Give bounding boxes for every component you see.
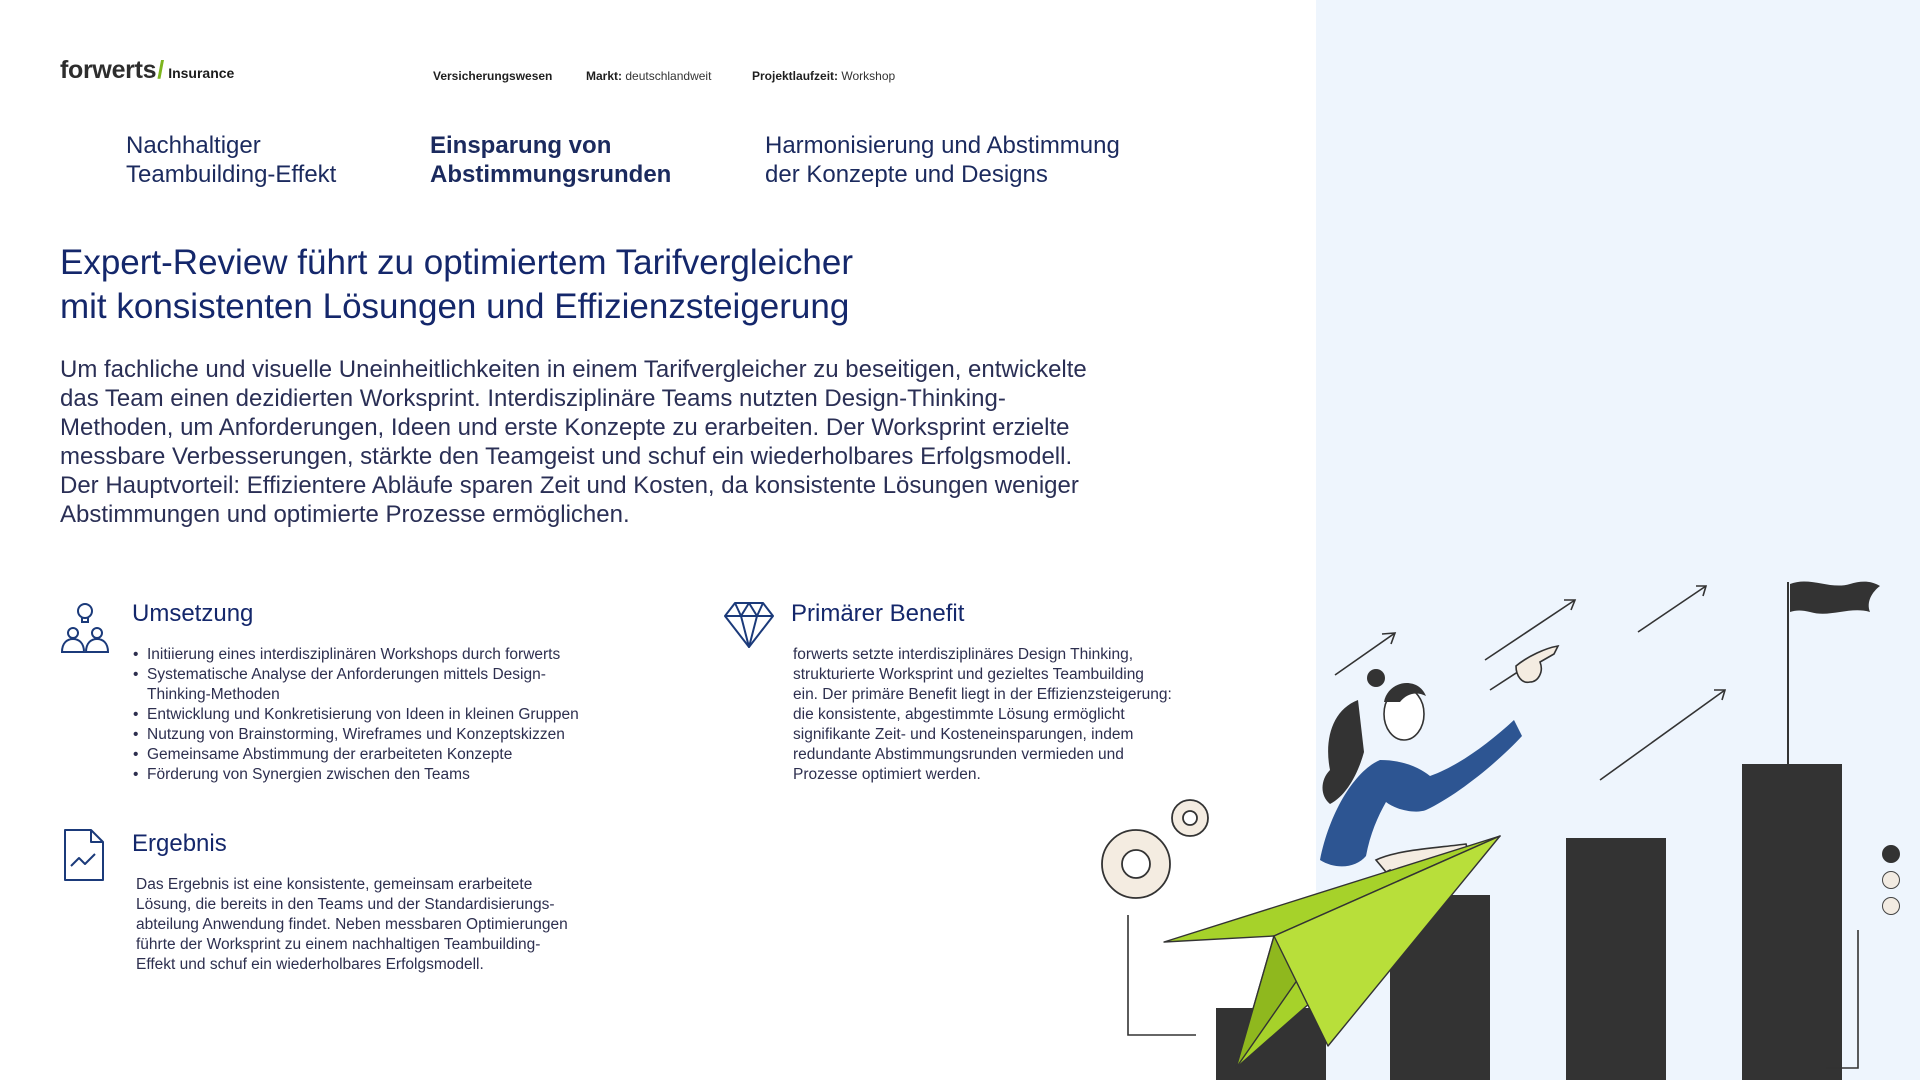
document-chart-icon (63, 828, 105, 882)
pager-dot-2[interactable] (1882, 871, 1900, 889)
topic-tabs (0, 131, 1316, 191)
logo-slash: / (157, 56, 165, 84)
benefit-title: Primärer Benefit (791, 600, 965, 627)
growth-illustration (1080, 570, 1880, 1080)
tab-harmonisierung[interactable]: Harmonisierung und Abstimmung der Konzepte und Designs (765, 132, 1120, 188)
ergebnis-text: Das Ergebnis ist eine konsistente, gemeinsam erarbeitete Lösung, die bereits in den Teams und der Standardisierungs- abteilung Anwendung findet. Neben messbaren Optimierungen führte der Worksprint zu einem nachhaltigen Teambuilding- Effekt und schuf ein wiederholbares Erfolgsmodell. (136, 876, 568, 973)
arrows-decoration (1335, 586, 1725, 780)
umsetzung-title: Umsetzung (132, 600, 254, 627)
pager-dot-1[interactable] (1882, 845, 1900, 863)
diamond-icon (723, 601, 775, 649)
meta-market: Markt: deutschlandweit (586, 69, 712, 83)
tab-abstimmungsrunden[interactable]: Einsparung von Abstimmungsrunden (430, 132, 672, 188)
meta-industry: Versicherungswesen (433, 69, 553, 83)
list-item: • Systematische Analyse der Anforderungen mittels Design- Thinking-Methoden (133, 665, 693, 705)
list-item: • Förderung von Synergien zwischen den Teams (133, 765, 693, 785)
intro-paragraph: Um fachliche und visuelle Uneinheitlichkeiten in einem Tarifvergleicher zu beseitigen, entwickelte das Team einen dezidierten Worksprint. Interdisziplinäre Teams nutzten Design-Thinking- Methoden, um Anforderungen, Ideen und erste Konzepte zu erarbeiten. Der Worksprint erzielte messbare Verbesserungen, stärkte den Teamgeist und schuf ein wiederholbares Erfolgsmodell. Der Hauptvorteil: Effizientere Abläufe sparen Zeit und Kosten, da konsistente Lösungen weniger Abstimmungen und optimierte Prozesse ermöglichen. (60, 356, 1087, 528)
bar-4 (1742, 764, 1842, 1080)
pager-dot-3[interactable] (1882, 897, 1900, 915)
flag-icon (1788, 581, 1880, 764)
gear-icon (1102, 800, 1208, 898)
ergebnis-title: Ergebnis (132, 830, 227, 857)
benefit-text: forwerts setzte interdisziplinäres Design Thinking, strukturierte Worksprint und gezieltes Teambuilding ein. Der primäre Benefit liegt in der Effizienzsteigerung: die konsistente, abgestimmte Lösung ermöglicht signifikante Zeit- und Kosteneinsparungen, indem redundante Abstimmungsrunden vermieden und Prozesse optimiert werden. (793, 646, 1172, 783)
tab-teambuilding[interactable]: Nachhaltiger Teambuilding-Effekt (126, 132, 337, 188)
list-item: • Nutzung von Brainstorming, Wireframes und Konzeptskizzen (133, 725, 693, 745)
list-item: • Initiierung eines interdisziplinären Workshops durch forwerts (133, 645, 693, 665)
page-title: Expert-Review führt zu optimiertem Tarifvergleicher mit konsistenten Lösungen und Effizienzsteigerung (60, 243, 853, 326)
umsetzung-list (133, 645, 693, 785)
team-idea-icon (60, 602, 110, 654)
meta-duration: Projektlaufzeit: Workshop (752, 69, 896, 83)
list-item: • Gemeinsame Abstimmung der erarbeiteten Konzepte (133, 745, 693, 765)
bar-3 (1566, 838, 1666, 1080)
list-item: • Entwicklung und Konkretisierung von Ideen in kleinen Gruppen (133, 705, 693, 725)
pager (1882, 845, 1900, 923)
logo-subtitle: Insurance (168, 65, 235, 81)
brand-logo[interactable] (60, 56, 234, 85)
logo-wordmark: forwerts (60, 56, 157, 84)
